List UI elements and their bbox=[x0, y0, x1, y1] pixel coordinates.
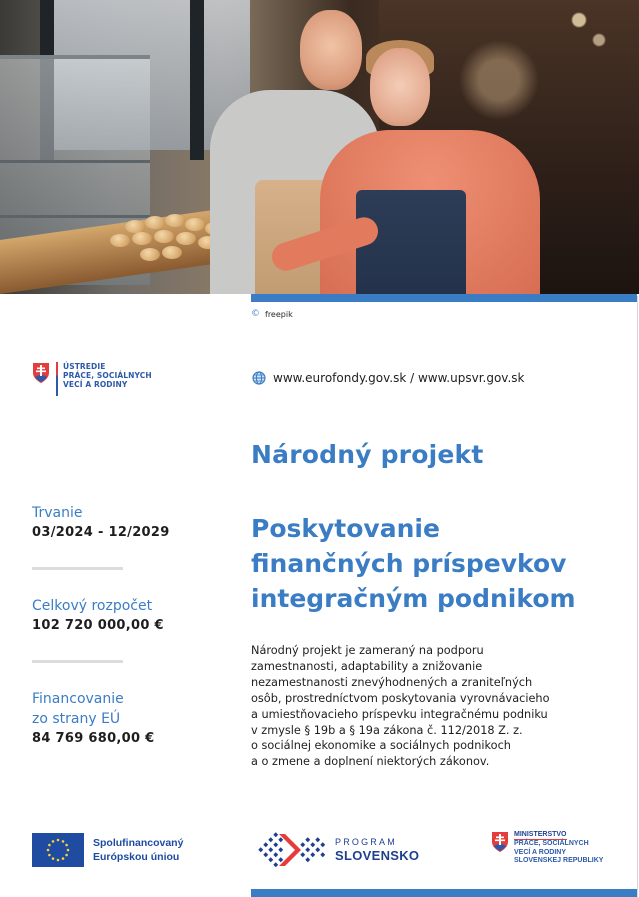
hero-photo bbox=[0, 0, 639, 294]
top-accent-bar bbox=[251, 294, 637, 302]
bottom-accent-bar bbox=[251, 889, 637, 897]
ministry-logo bbox=[491, 831, 603, 866]
project-title bbox=[251, 511, 631, 616]
agency-line: ÚSTREDIE bbox=[63, 362, 106, 371]
hero-pastry bbox=[132, 232, 152, 245]
project-description bbox=[251, 643, 611, 770]
description-line: zamestnanosti, adaptability a znižovanie bbox=[251, 659, 483, 673]
fact-divider bbox=[32, 567, 123, 570]
description-line: a o zmene a doplnení niektorých zákonov. bbox=[251, 755, 490, 769]
ministry-line: SLOVENSKEJ REPUBLIKY bbox=[514, 857, 604, 865]
agency-line: VECÍ A RODINY bbox=[63, 380, 128, 389]
website-urls[interactable]: www.eurofondy.gov.sk / www.upsvr.gov.sk bbox=[273, 371, 525, 385]
eu-cofunding-text bbox=[93, 836, 183, 864]
hero-pastry bbox=[165, 214, 185, 227]
hero-shelf bbox=[0, 160, 150, 163]
description-line: osôb, prostredníctvom poskytovania vyrovnávacieho bbox=[251, 691, 550, 705]
hero-man-face bbox=[300, 10, 362, 90]
program-slovensko-text bbox=[335, 837, 419, 863]
website-links bbox=[252, 371, 525, 385]
photo-credit bbox=[251, 309, 293, 319]
hero-shelf bbox=[0, 215, 150, 218]
page-edge-line bbox=[637, 296, 638, 897]
description-line: o sociálnej ekonomike a sociálnych podnikoch bbox=[251, 739, 511, 753]
ministry-line: PRÁCE, SOCIÁLNYCH bbox=[514, 840, 589, 848]
program-slovensko-mark-icon bbox=[257, 832, 329, 868]
hero-pastry bbox=[145, 216, 165, 229]
description-line: v zmysle § 19b a § 19a zákona č. 112/2018 Z. z. bbox=[251, 723, 523, 737]
hero-pastry bbox=[176, 232, 196, 245]
copyright-icon: © bbox=[251, 309, 260, 319]
eu-text-line: Spolufinancovaný bbox=[93, 837, 184, 849]
budget-block bbox=[32, 596, 164, 635]
agency-name bbox=[63, 362, 152, 389]
description-line: nezamestnanosti znevýhodnených a zraniteľných bbox=[251, 675, 533, 689]
project-title-line: finančných príspevkov bbox=[251, 549, 567, 578]
eu-funding-label: Financovanie bbox=[32, 691, 124, 707]
eu-text-line: Európskou úniou bbox=[93, 851, 180, 863]
description-line: Národný projekt je zameraný na podporu bbox=[251, 644, 484, 657]
agency-divider bbox=[56, 362, 58, 396]
fact-divider bbox=[32, 660, 123, 663]
slovak-coat-of-arms-icon bbox=[491, 831, 509, 853]
ministry-line: VECÍ A RODINY bbox=[514, 848, 566, 856]
duration-value: 03/2024 - 12/2029 bbox=[32, 525, 170, 540]
project-type-heading: Národný projekt bbox=[251, 440, 484, 469]
eu-funding-value: 84 769 680,00 € bbox=[32, 731, 155, 746]
eu-flag-icon bbox=[32, 833, 84, 867]
hero-pastry bbox=[140, 248, 160, 261]
project-title-line: Poskytovanie bbox=[251, 514, 440, 543]
description-line: a umiestňovacieho príspevku integračnému podniku bbox=[251, 707, 548, 721]
program-slovensko-logo bbox=[257, 832, 419, 868]
program-line2: SLOVENSKO bbox=[335, 848, 420, 863]
eu-funding-label: zo strany EÚ bbox=[32, 711, 121, 727]
agency-line: PRÁCE, SOCIÁLNYCH bbox=[63, 371, 152, 380]
ministry-line: MINISTERSTVO bbox=[514, 831, 567, 840]
hero-pastry bbox=[110, 234, 130, 247]
hero-pastry bbox=[185, 218, 205, 231]
hero-woman-face bbox=[370, 48, 430, 126]
globe-icon bbox=[252, 371, 266, 385]
budget-label: Celkový rozpočet bbox=[32, 598, 153, 614]
project-title-line: integračným podnikom bbox=[251, 584, 576, 613]
hero-pastry bbox=[162, 246, 182, 259]
agency-logo bbox=[32, 362, 152, 396]
eu-cofunding-logo bbox=[32, 833, 183, 867]
program-line1: PROGRAM bbox=[335, 837, 397, 847]
credit-text: freepik bbox=[265, 309, 293, 319]
duration-block bbox=[32, 503, 170, 542]
hero-pastry bbox=[154, 230, 174, 243]
budget-value: 102 720 000,00 € bbox=[32, 618, 164, 633]
eu-funding-block bbox=[32, 689, 155, 748]
slovak-coat-of-arms-icon bbox=[32, 362, 50, 384]
duration-label: Trvanie bbox=[32, 505, 83, 521]
ministry-name bbox=[514, 831, 603, 866]
hero-window-frame bbox=[190, 0, 204, 160]
